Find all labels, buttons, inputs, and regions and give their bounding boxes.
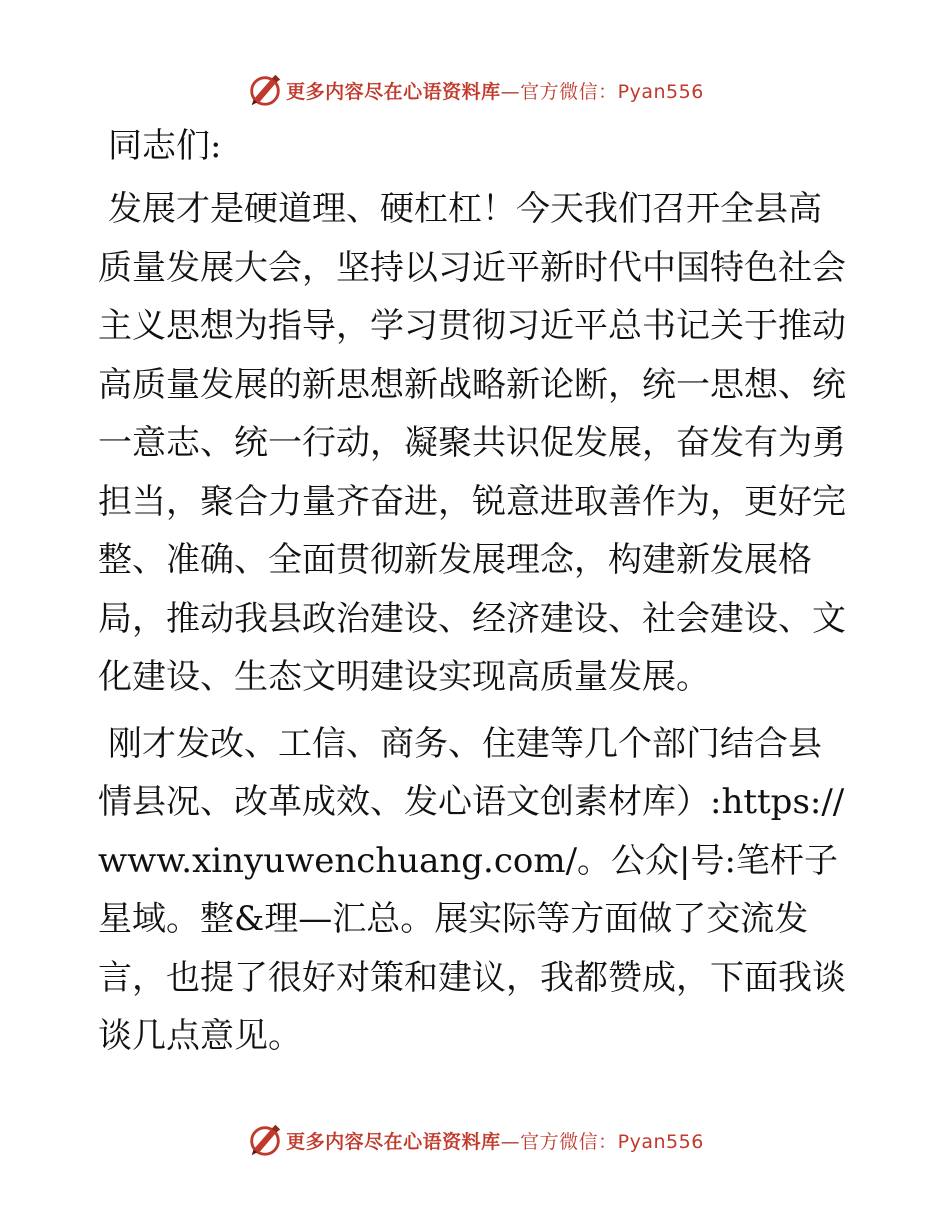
banner-contact: 官方微信：Pyan556 — [520, 80, 704, 103]
paragraph-1: 发展才是硬道理、硬杠杠！今天我们召开全县高质量发展大会，坚持以习近平新时代中国特色社会主义思想为指导，学习贯彻习近平总书记关于推动高质量发展的新思想新战略新论断，统一思想、统一意志、统一行动，凝聚共识促发展，奋发有为勇担当，聚合力量齐奋进，锐意进取善作为，更好完整、准确、全面贯彻新发展理念，构建新发展格局，推动我县政治建设、经济建设、社会建设、文化建设、生态文明建设实现高质量发展。 — [98, 189, 846, 697]
header-watermark-banner — [0, 68, 950, 112]
banner-separator: — — [500, 1130, 521, 1153]
pen-logo-icon — [246, 1121, 284, 1159]
banner-brand: 更多内容尽在心语资料库 — [286, 1130, 501, 1153]
banner-brand: 更多内容尽在心语资料库 — [286, 80, 501, 103]
banner-separator: — — [500, 80, 521, 103]
paragraph-2: 刚才发改、工信、商务、住建等几个部门结合县情县况、改革成效、发心语文创素材库）:https://www.xinyuwenchuang.com/。公众|号:笔杆子星域。整&理—汇总。展实际等方面做了交流发言，也提了很好对策和建议，我都赞成，下面我谈谈几点意见。 — [98, 723, 846, 1056]
greeting: 同志们: — [108, 126, 222, 166]
footer-watermark-banner — [0, 1118, 950, 1162]
pen-logo-icon — [246, 71, 284, 109]
banner-contact: 官方微信：Pyan556 — [520, 1130, 704, 1153]
document-body — [98, 118, 850, 1074]
